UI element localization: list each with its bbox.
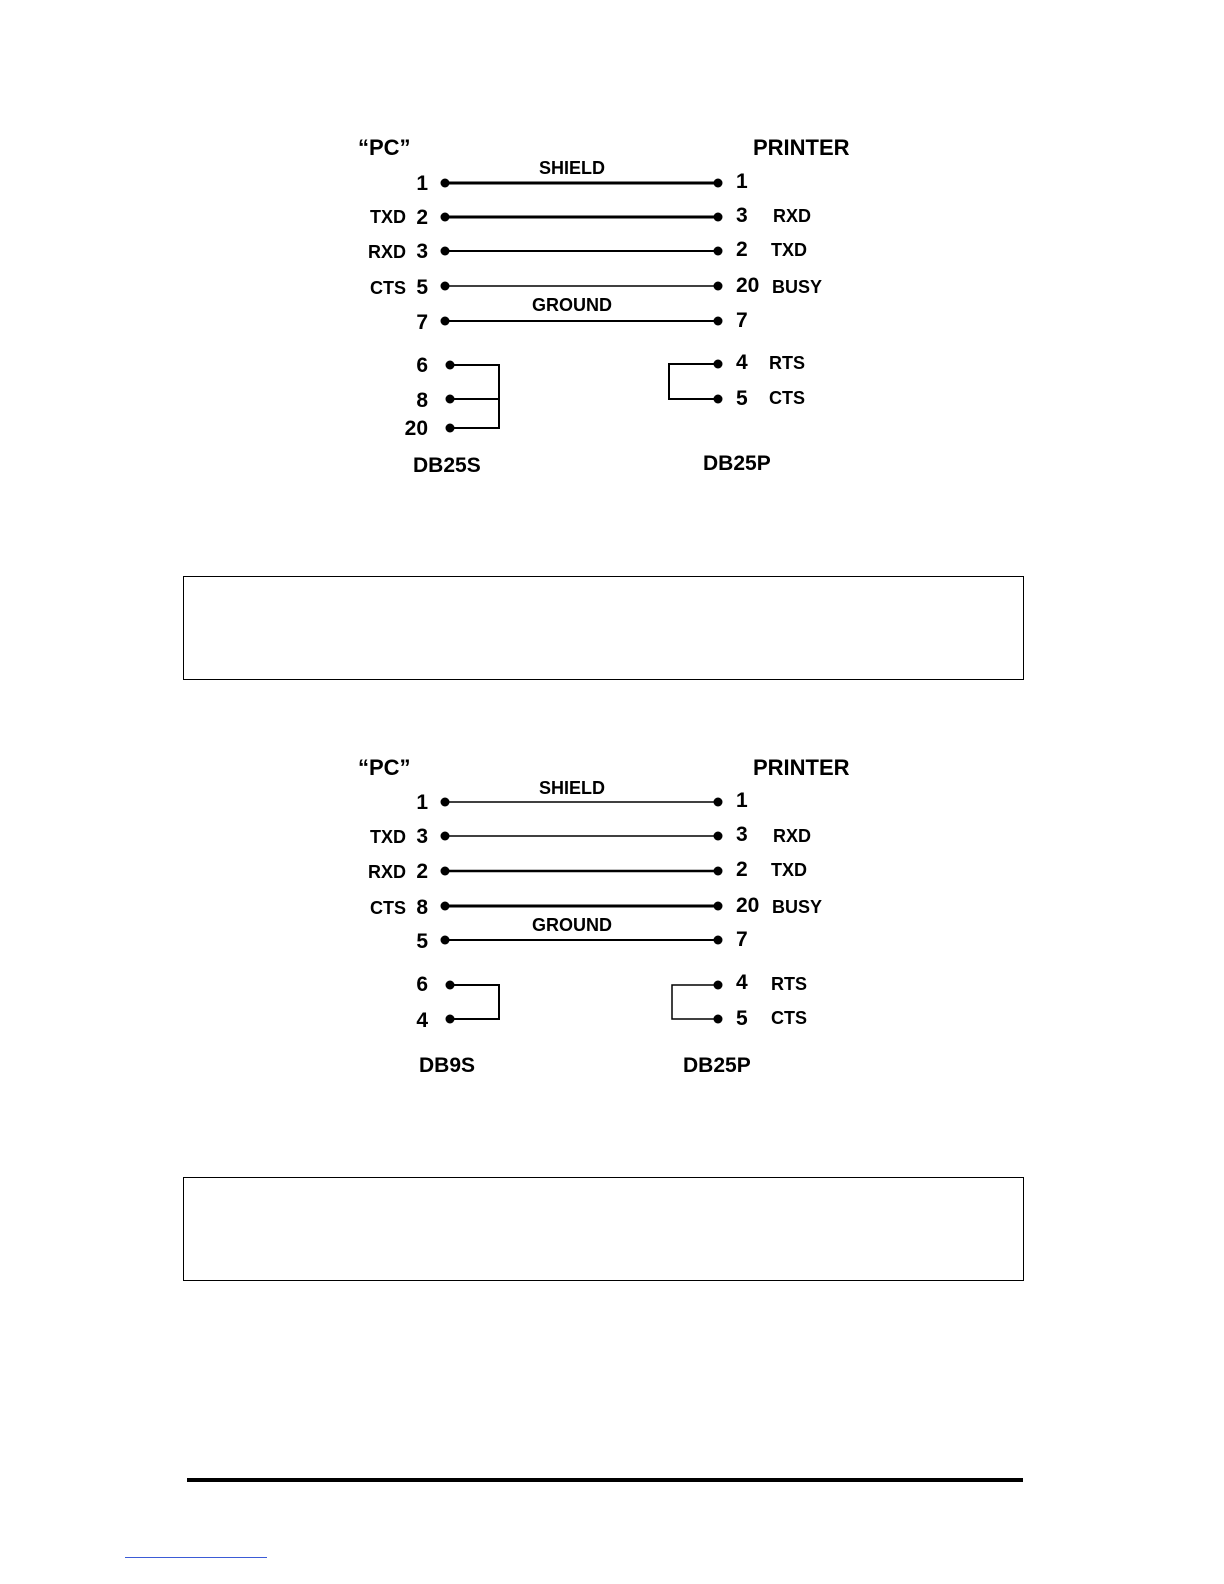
right-jumper-signal: RTS — [771, 974, 807, 994]
right-signal: BUSY — [772, 897, 823, 917]
left-pin: 5 — [416, 930, 428, 953]
right-jumper-signal: CTS — [771, 1008, 807, 1028]
wiring-diagram-db9-svg — [0, 620, 1224, 1077]
right-jumper-pin: 4 — [736, 351, 748, 374]
wiring-diagram-db9 — [0, 620, 1224, 1077]
left-connector-label: DB25S — [413, 454, 481, 477]
left-pin: 2 — [416, 860, 428, 883]
right-jumper-pin: 5 — [736, 387, 748, 410]
left-jumper-pin: 6 — [416, 354, 428, 377]
ground-label: GROUND — [532, 295, 612, 315]
right-jumper — [669, 360, 723, 404]
left-pin: 5 — [416, 276, 428, 299]
left-jumper-pin: 20 — [404, 417, 428, 440]
wiring-diagram-db25-svg — [0, 0, 1224, 477]
right-jumper-signal: CTS — [769, 388, 805, 408]
wiring-diagram-db25 — [0, 0, 1224, 477]
right-jumper-signal: RTS — [769, 353, 805, 373]
right-signal: RXD — [773, 206, 812, 226]
right-pin: 1 — [736, 789, 748, 812]
left-jumper-pin: 6 — [416, 973, 428, 996]
left-pin: 7 — [416, 311, 428, 334]
left-connector-label: DB9S — [419, 1054, 476, 1077]
left-pin: 3 — [416, 825, 428, 848]
shield-label: SHIELD — [538, 778, 606, 798]
right-jumper-pin: 4 — [736, 971, 748, 994]
left-signal: RXD — [367, 242, 406, 262]
left-jumper — [446, 981, 500, 1024]
figure-caption-box — [183, 1177, 1024, 1281]
left-signal: TXD — [370, 827, 406, 847]
pc-label: “PC” — [358, 135, 411, 160]
left-jumper — [446, 361, 500, 433]
printer-label: PRINTER — [753, 135, 850, 160]
right-pin: 3 — [736, 823, 748, 846]
left-pin: 2 — [416, 206, 428, 229]
footer-rule — [187, 1478, 1023, 1482]
left-pin: 1 — [416, 791, 428, 814]
right-jumper-pin: 5 — [736, 1007, 748, 1030]
left-pin: 1 — [416, 172, 428, 195]
left-jumper-pin: 8 — [416, 389, 428, 412]
right-pin: 2 — [736, 858, 748, 881]
right-signal: RXD — [773, 826, 812, 846]
footer-link-underline[interactable] — [125, 1557, 267, 1558]
left-signal: TXD — [370, 207, 406, 227]
right-pin: 7 — [736, 309, 748, 332]
right-pin: 3 — [736, 204, 748, 227]
pc-label: “PC” — [358, 755, 411, 780]
left-jumper-pin: 4 — [416, 1009, 428, 1032]
right-pin: 7 — [736, 928, 748, 951]
right-pin: 20 — [736, 894, 760, 917]
left-signal: RXD — [367, 862, 406, 882]
right-pin: 20 — [736, 274, 760, 297]
shield-label: SHIELD — [538, 158, 606, 178]
right-signal: BUSY — [772, 277, 823, 297]
left-pin: 3 — [416, 240, 428, 263]
left-pin: 8 — [416, 896, 428, 919]
right-signal: TXD — [771, 240, 807, 260]
left-signal: CTS — [370, 278, 406, 298]
left-signal: CTS — [370, 898, 406, 918]
right-connector-label: DB25P — [703, 452, 771, 475]
right-pin: 2 — [736, 238, 748, 261]
printer-label: PRINTER — [753, 755, 850, 780]
ground-label: GROUND — [532, 915, 612, 935]
right-jumper — [672, 981, 723, 1024]
right-connector-label: DB25P — [683, 1054, 751, 1077]
right-pin: 1 — [736, 170, 748, 193]
right-signal: TXD — [771, 860, 807, 880]
